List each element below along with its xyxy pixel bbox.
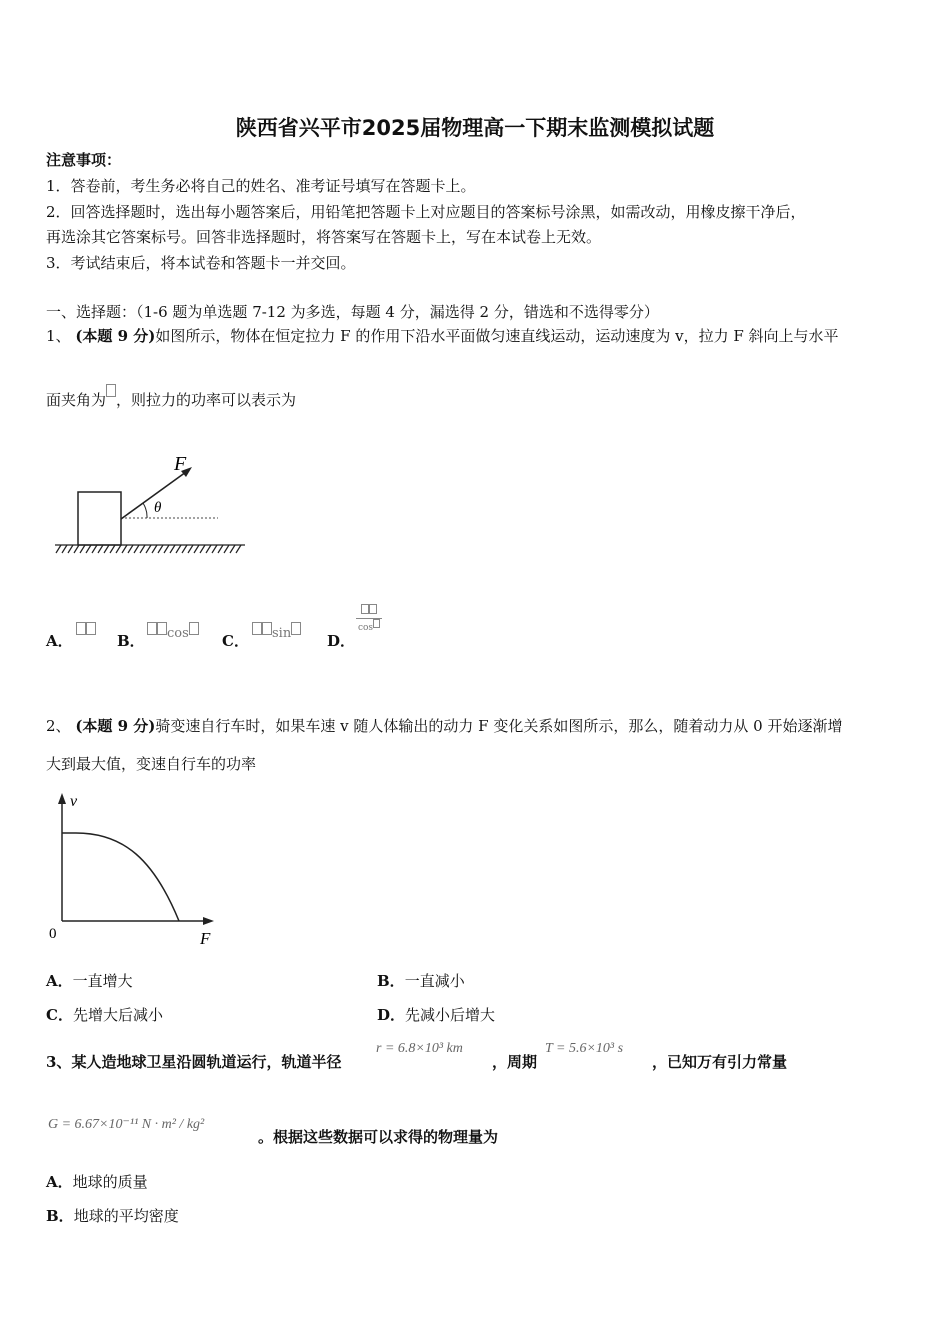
option-label: A． [46, 632, 73, 650]
option-text: 地球的质量 [72, 1173, 148, 1191]
q3-option-a[interactable] [46, 1172, 148, 1192]
option-expr: cos [357, 623, 374, 633]
q2-graph [44, 790, 224, 950]
q3-text-c: ，已知万有引力常量 [652, 1053, 788, 1071]
missing-glyph-icon [86, 622, 96, 635]
section-heading: 一、选择题：（1-6 题为单选题 7-12 为多选，每题 4 分，漏选得 2 分，错选和不选得零分） [46, 303, 659, 321]
option-label: B． [377, 972, 405, 990]
notes-item-3: 3．考试结束后，将本试卷和答题卡一并交回。 [46, 254, 356, 272]
missing-glyph-icon [157, 622, 167, 635]
x-axis-arrow-icon [203, 917, 214, 925]
option-label: D． [327, 632, 356, 650]
x-axis-label: F [200, 929, 211, 948]
q3-text-b: ，周期 [492, 1053, 538, 1071]
angle-label: θ [154, 500, 162, 516]
missing-glyph-icon [76, 622, 86, 635]
q1-option-a-expr [76, 622, 96, 641]
option-label: A． [46, 1173, 73, 1191]
notes-heading: 注意事项： [46, 151, 122, 169]
origin-label: 0 [49, 926, 57, 942]
q2-option-a[interactable] [46, 971, 133, 991]
q2-text-a: 骑变速自行车时，如果车速 v 随人体输出的动力 F 变化关系如图所示，那么，随着动力从 0 开始逐渐增 [155, 717, 843, 735]
option-label: B． [46, 1207, 74, 1225]
q2-line-2: 大到最大值，变速自行车的功率 [46, 755, 257, 773]
notes-item-2-cont: 再选涂其它答案标号。回答非选择题时，将答案写在答题卡上，写在本试卷上无效。 [46, 228, 602, 246]
option-text: 一直减小 [404, 972, 465, 990]
option-expr: cos [167, 626, 189, 641]
q2-number: 2、 [46, 717, 71, 735]
q2-line-1 [46, 716, 842, 736]
q1-option-c-expr [252, 622, 301, 641]
v-f-curve [62, 833, 179, 921]
option-label: D． [377, 1006, 406, 1024]
notes-item-2: 2．回答选择题时，选出每小题答案后，用铅笔把答题卡上对应题目的答案标号涂黑，如需改动，用橡皮擦干净后， [46, 203, 806, 221]
option-expr: sin [272, 626, 292, 641]
option-text: 先增大后减小 [72, 1006, 163, 1024]
y-axis-label: v [70, 793, 78, 810]
q3-number: 3、 [46, 1053, 72, 1071]
q1-text-b: 面夹角为 [46, 391, 107, 409]
q3-text-d: 。根据这些数据可以求得的物理量为 [258, 1128, 499, 1146]
q3-option-b[interactable] [46, 1206, 179, 1226]
q3-G-formula: G = 6.67×10⁻¹¹ N · m² / kg² [48, 1117, 205, 1132]
missing-glyph-icon [361, 604, 369, 614]
q1-option-d-fraction [356, 604, 382, 634]
missing-glyph-icon [189, 622, 199, 635]
option-text: 地球的平均密度 [73, 1207, 179, 1225]
q1-option-c[interactable] [222, 630, 249, 651]
q2-option-c[interactable] [46, 1005, 163, 1025]
q1-option-b-expr [147, 622, 199, 641]
q1-number: 1、 [46, 327, 71, 345]
missing-glyph-icon [262, 622, 272, 635]
missing-glyph-icon [106, 384, 116, 397]
option-label: C． [46, 1006, 73, 1024]
q3-line-1 [46, 1052, 341, 1072]
q2-option-d[interactable] [377, 1005, 495, 1025]
q3-T-formula: T = 5.6×10³ s [545, 1041, 624, 1056]
missing-glyph-icon [252, 622, 262, 635]
missing-glyph-icon [369, 604, 377, 614]
page-title: 陕西省兴平市2025届物理高一下期末监测模拟试题 [235, 116, 715, 140]
ground-hatching [55, 545, 245, 553]
missing-glyph-icon [291, 622, 301, 635]
angle-arc [143, 503, 147, 518]
q3-r-formula: r = 6.8×10³ km [376, 1041, 463, 1056]
q1-score: (本题 9 分) [75, 327, 156, 345]
option-text: 一直增大 [72, 972, 133, 990]
missing-glyph-icon [147, 622, 157, 635]
option-label: B． [117, 632, 145, 650]
q1-text-c: ，则拉力的功率可以表示为 [116, 391, 297, 409]
block [78, 492, 121, 545]
q1-line-2 [46, 390, 296, 410]
q2-option-b[interactable] [377, 971, 465, 991]
y-axis-arrow-icon [58, 793, 66, 804]
option-label: A． [46, 972, 73, 990]
q1-text-a: 如图所示，物体在恒定拉力 F 的作用下沿水平面做匀速直线运动，运动速度为 v，拉力 F 斜向上与水平 [155, 327, 839, 345]
option-label: C． [222, 632, 249, 650]
force-label: F [174, 453, 187, 475]
q1-option-b[interactable] [117, 630, 145, 651]
notes-item-1: 1．答卷前，考生务必将自己的姓名、准考证号填写在答题卡上。 [46, 177, 476, 195]
q1-line-1 [46, 326, 839, 346]
q3-text-a: 某人造地球卫星沿圆轨道运行，轨道半径 [71, 1053, 342, 1071]
q1-option-d[interactable] [327, 630, 355, 651]
q1-figure [50, 448, 250, 563]
q1-option-a[interactable] [46, 630, 73, 651]
missing-glyph-icon [373, 619, 380, 628]
q2-score: (本题 9 分) [75, 717, 156, 735]
option-text: 先减小后增大 [405, 1006, 496, 1024]
